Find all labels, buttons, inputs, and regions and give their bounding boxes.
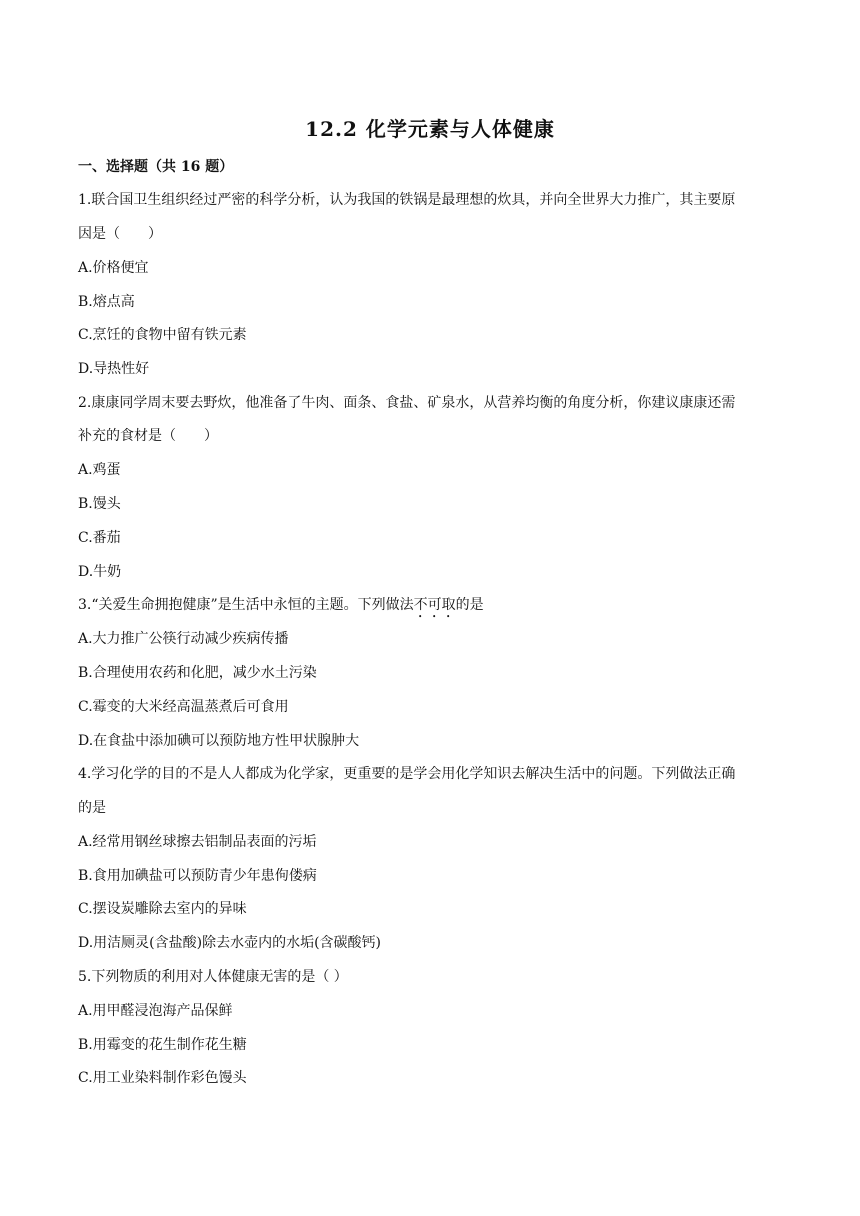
question-3-stem-suffix: 的是 xyxy=(455,597,484,613)
question-2-option-b: B.馒头 xyxy=(78,496,121,512)
question-2-stem-line-1: 2.康康同学周末要去野炊，他准备了牛肉、面条、食盐、矿泉水，从营养均衡的角度分析，你建议康康还需 xyxy=(78,395,736,411)
question-4-option-b: B.食用加碘盐可以预防青少年患佝偻病 xyxy=(78,868,317,884)
question-2-option-d: D.牛奶 xyxy=(78,564,122,580)
question-1-option-d: D.导热性好 xyxy=(78,361,150,377)
question-1-option-a: A.价格便宜 xyxy=(78,260,149,276)
question-1-option-b: B.熔点高 xyxy=(78,294,135,310)
question-3-option-d: D.在食盐中添加碘可以预防地方性甲状腺肿大 xyxy=(78,733,360,749)
question-3-stem-prefix: 3.“关爱生命拥抱健康”是生活中永恒的主题。下列做法 xyxy=(78,597,414,613)
question-4-stem-line-2: 的是 xyxy=(78,800,106,816)
question-5-option-b: B.用霉变的花生制作花生糖 xyxy=(78,1037,247,1053)
question-3-option-c: C.霉变的大米经高温蒸煮后可食用 xyxy=(78,699,289,715)
question-3-option-a: A.大力推广公筷行动减少疾病传播 xyxy=(78,631,289,647)
question-5-stem: 5.下列物质的利用对人体健康无害的是（ ） xyxy=(78,969,348,985)
question-3-option-b: B.合理使用农药和化肥，减少水土污染 xyxy=(78,665,317,681)
question-2-stem-line-2: 补充的食材是（ ） xyxy=(78,428,218,444)
question-1-stem-line-1: 1.联合国卫生组织经过严密的科学分析，认为我国的铁锅是最理想的炊具，并向全世界大力推广，其主要原 xyxy=(78,192,736,208)
question-2-option-a: A.鸡蛋 xyxy=(78,462,121,478)
question-3-stem-emphasis: 不可取 xyxy=(413,597,456,613)
question-5-option-a: A.用甲醛浸泡海产品保鲜 xyxy=(78,1003,233,1019)
question-3-stem xyxy=(78,594,784,621)
question-5-option-c: C.用工业染料制作彩色馒头 xyxy=(78,1070,247,1086)
question-2-option-c: C.番茄 xyxy=(78,530,121,546)
question-4-option-d: D.用洁厕灵(含盐酸)除去水壶内的水垢(含碳酸钙) xyxy=(78,935,382,951)
section-heading: 一、选择题（共 16 题） xyxy=(78,159,234,175)
document-title: 12.2 化学元素与人体健康 xyxy=(305,117,555,141)
question-4-stem-line-1: 4.学习化学的目的不是人人都成为化学家，更重要的是学会用化学知识去解决生活中的问题。下列做法正确 xyxy=(78,766,736,782)
question-4-option-a: A.经常用钢丝球擦去铝制品表面的污垢 xyxy=(78,834,317,850)
question-4-option-c: C.摆设炭雕除去室内的异味 xyxy=(78,901,247,917)
question-1-option-c: C.烹饪的食物中留有铁元素 xyxy=(78,327,247,343)
question-1-stem-line-2: 因是（ ） xyxy=(78,226,162,242)
